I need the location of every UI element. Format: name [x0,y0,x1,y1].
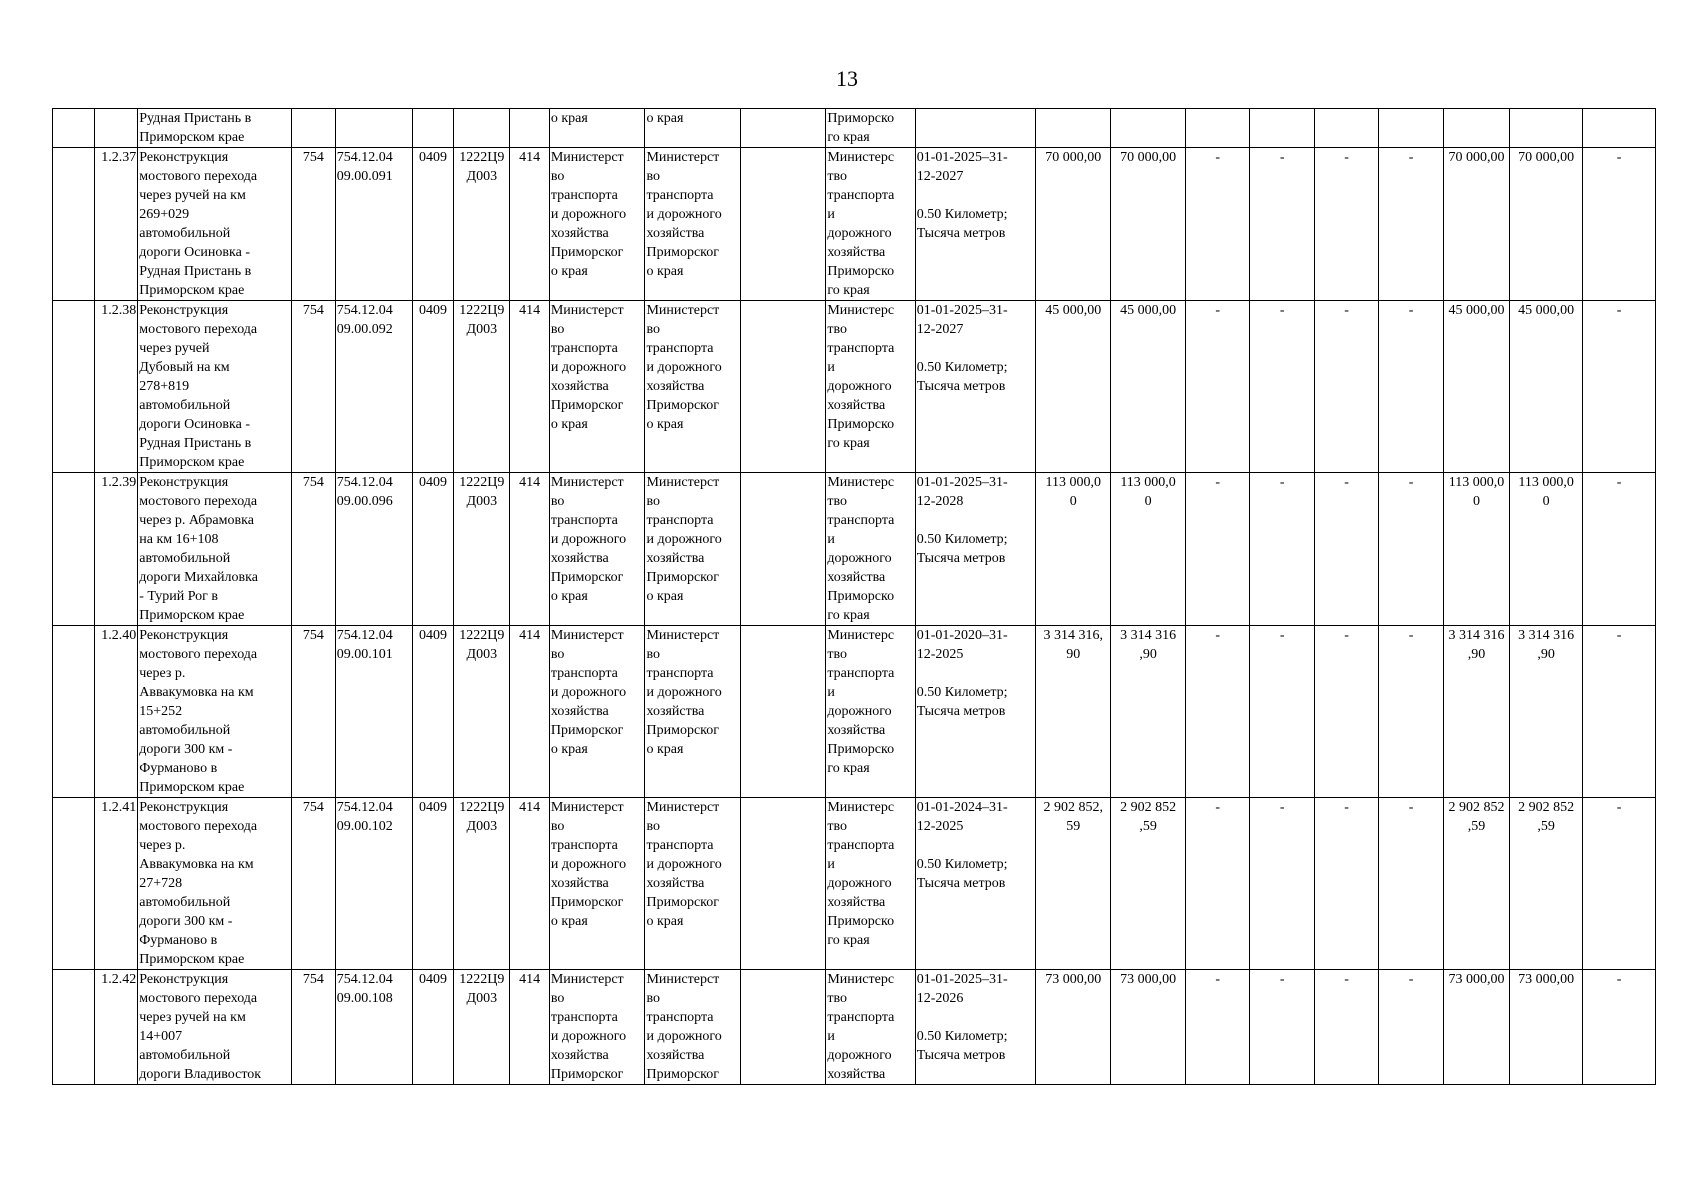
object-name: Реконструкция мостового перехода через р. Аввакумовка на км 15+252 автомобильной дороги 300 км - Фурманово в Приморском крае [138,626,292,798]
section-code: 0409 [412,626,454,798]
year-value: 2 902 852 ,59 [1443,798,1510,970]
dash-value: - [1583,148,1656,301]
year-value: 73 000,00 [1443,970,1510,1085]
dash-value: - [1314,148,1378,301]
object-code: 754.12.04 09.00.096 [335,473,412,626]
row-number: 1.2.42 [94,970,138,1085]
grbs-code: 754 [292,473,336,626]
year-value: 45 000,00 [1443,301,1510,473]
blank-cell [53,798,95,970]
year-regional-value: 73 000,00 [1510,970,1583,1085]
period: 01-01-2020–31- 12-2025 [916,628,1008,662]
row-number: 1.2.41 [94,798,138,970]
grbs-code: 754 [292,626,336,798]
object-code: 754.12.04 09.00.091 [335,148,412,301]
capacity: 0.50 Километр; Тысяча метров [916,685,1008,719]
target-code: 1222Ц9 Д003 [454,970,510,1085]
blank-cell [741,626,826,798]
dash-value: - [1186,798,1250,970]
customer-ministry: Министерст во транспорта и дорожного хозяйства Приморског о края [645,301,741,473]
dash-value: - [1379,301,1443,473]
row-number: 1.2.38 [94,301,138,473]
responsible-ministry: Министерст во транспорта и дорожного хозяйства Приморског о края [549,301,645,473]
responsible-ministry: Министерст во транспорта и дорожного хозяйства Приморског о края [549,473,645,626]
blank-cell [741,798,826,970]
total-value: 113 000,0 0 [1036,473,1111,626]
section-code: 0409 [412,473,454,626]
vr-code: 414 [510,473,550,626]
object-name: Реконструкция мостового перехода через ручей на км 269+029 автомобильной дороги Осиновка - Рудная Пристань в Приморском крае [138,148,292,301]
section-code: 0409 [412,301,454,473]
blank-cell [53,970,95,1085]
continuation-ministry2: о края [645,109,741,148]
section-code: 0409 [412,798,454,970]
continuation-executor: Приморско го края [826,109,915,148]
year-value: 113 000,0 0 [1443,473,1510,626]
dash-value: - [1379,626,1443,798]
period-capacity [915,798,1036,970]
dash-value: - [1379,148,1443,301]
dash-value: - [1186,626,1250,798]
period: 01-01-2024–31- 12-2025 [916,800,1008,834]
year-regional-value: 2 902 852 ,59 [1510,798,1583,970]
dash-value: - [1186,473,1250,626]
regional-value: 2 902 852 ,59 [1111,798,1186,970]
period: 01-01-2025–31- 12-2027 [916,150,1008,184]
period-capacity [915,473,1036,626]
dash-value: - [1186,970,1250,1085]
dash-value: - [1250,473,1314,626]
target-code: 1222Ц9 Д003 [454,301,510,473]
regional-value: 70 000,00 [1111,148,1186,301]
vr-code: 414 [510,626,550,798]
responsible-ministry: Министерст во транспорта и дорожного хозяйства Приморског [549,970,645,1085]
blank-cell [53,148,95,301]
period: 01-01-2025–31- 12-2028 [916,475,1008,509]
row-number: 1.2.39 [94,473,138,626]
customer-ministry: Министерст во транспорта и дорожного хозяйства Приморског о края [645,473,741,626]
continuation-ministry1: о края [549,109,645,148]
period-capacity [915,626,1036,798]
responsible-ministry: Министерст во транспорта и дорожного хозяйства Приморског о края [549,798,645,970]
table-row [53,148,1656,301]
dash-value: - [1583,798,1656,970]
regional-value: 73 000,00 [1111,970,1186,1085]
table-row [53,626,1656,798]
table-row-continuation [53,109,1656,148]
grbs-code: 754 [292,970,336,1085]
total-value: 3 314 316, 90 [1036,626,1111,798]
capacity: 0.50 Километр; Тысяча метров [916,1029,1008,1063]
year-value: 70 000,00 [1443,148,1510,301]
table-row [53,473,1656,626]
executor-ministry: Министерс тво транспорта и дорожного хозяйства Приморско го края [826,798,915,970]
blank-cell [741,148,826,301]
program-table [52,108,1656,1085]
executor-ministry: Министерс тво транспорта и дорожного хозяйства [826,970,915,1085]
blank-cell [741,301,826,473]
capacity: 0.50 Километр; Тысяча метров [916,360,1008,394]
section-code: 0409 [412,970,454,1085]
period-capacity [915,301,1036,473]
year-value: 3 314 316 ,90 [1443,626,1510,798]
blank-cell [53,626,95,798]
dash-value: - [1250,970,1314,1085]
period: 01-01-2025–31- 12-2026 [916,972,1008,1006]
regional-value: 45 000,00 [1111,301,1186,473]
dash-value: - [1186,301,1250,473]
dash-value: - [1314,626,1378,798]
customer-ministry: Министерст во транспорта и дорожного хозяйства Приморског о края [645,148,741,301]
table-row [53,798,1656,970]
dash-value: - [1250,798,1314,970]
capacity: 0.50 Километр; Тысяча метров [916,207,1008,241]
target-code: 1222Ц9 Д003 [454,626,510,798]
capacity: 0.50 Километр; Тысяча метров [916,532,1008,566]
object-code: 754.12.04 09.00.092 [335,301,412,473]
table-row [53,301,1656,473]
object-name: Реконструкция мостового перехода через р. Абрамовка на км 16+108 автомобильной дороги Михайловка - Турий Рог в Приморском крае [138,473,292,626]
executor-ministry: Министерс тво транспорта и дорожного хозяйства Приморско го края [826,148,915,301]
dash-value: - [1583,626,1656,798]
year-regional-value: 113 000,0 0 [1510,473,1583,626]
blank-cell [53,473,95,626]
regional-value: 113 000,0 0 [1111,473,1186,626]
continuation-name: Рудная Пристань в Приморском крае [138,109,292,148]
vr-code: 414 [510,798,550,970]
page-number: 13 [836,66,858,91]
dash-value: - [1250,148,1314,301]
vr-code: 414 [510,148,550,301]
dash-value: - [1314,473,1378,626]
total-value: 2 902 852, 59 [1036,798,1111,970]
customer-ministry: Министерст во транспорта и дорожного хозяйства Приморског о края [645,626,741,798]
period: 01-01-2025–31- 12-2027 [916,303,1008,337]
blank-cell [741,970,826,1085]
responsible-ministry: Министерст во транспорта и дорожного хозяйства Приморског о края [549,148,645,301]
target-code: 1222Ц9 Д003 [454,148,510,301]
total-value: 70 000,00 [1036,148,1111,301]
customer-ministry: Министерст во транспорта и дорожного хозяйства Приморског [645,970,741,1085]
dash-value: - [1314,798,1378,970]
regional-value: 3 314 316 ,90 [1111,626,1186,798]
total-value: 73 000,00 [1036,970,1111,1085]
dash-value: - [1583,970,1656,1085]
dash-value: - [1314,301,1378,473]
year-regional-value: 70 000,00 [1510,148,1583,301]
object-name: Реконструкция мостового перехода через ручей Дубовый на км 278+819 автомобильной дороги Осиновка - Рудная Пристань в Приморском крае [138,301,292,473]
row-number: 1.2.40 [94,626,138,798]
object-code: 754.12.04 09.00.102 [335,798,412,970]
object-code: 754.12.04 09.00.108 [335,970,412,1085]
year-regional-value: 45 000,00 [1510,301,1583,473]
vr-code: 414 [510,301,550,473]
period-capacity [915,970,1036,1085]
dash-value: - [1314,970,1378,1085]
dash-value: - [1250,301,1314,473]
target-code: 1222Ц9 Д003 [454,473,510,626]
year-regional-value: 3 314 316 ,90 [1510,626,1583,798]
dash-value: - [1379,798,1443,970]
total-value: 45 000,00 [1036,301,1111,473]
dash-value: - [1250,626,1314,798]
object-name: Реконструкция мостового перехода через р. Аввакумовка на км 27+728 автомобильной дороги 300 км - Фурманово в Приморском крае [138,798,292,970]
grbs-code: 754 [292,148,336,301]
grbs-code: 754 [292,798,336,970]
responsible-ministry: Министерст во транспорта и дорожного хозяйства Приморског о края [549,626,645,798]
object-code: 754.12.04 09.00.101 [335,626,412,798]
executor-ministry: Министерс тво транспорта и дорожного хозяйства Приморско го края [826,473,915,626]
dash-value: - [1186,148,1250,301]
dash-value: - [1583,473,1656,626]
executor-ministry: Министерс тво транспорта и дорожного хозяйства Приморско го края [826,626,915,798]
dash-value: - [1583,301,1656,473]
capacity: 0.50 Километр; Тысяча метров [916,857,1008,891]
row-number: 1.2.37 [94,148,138,301]
blank-cell [741,473,826,626]
dash-value: - [1379,473,1443,626]
customer-ministry: Министерст во транспорта и дорожного хозяйства Приморског о края [645,798,741,970]
table-row [53,970,1656,1085]
blank-cell [53,301,95,473]
target-code: 1222Ц9 Д003 [454,798,510,970]
vr-code: 414 [510,970,550,1085]
executor-ministry: Министерс тво транспорта и дорожного хозяйства Приморско го края [826,301,915,473]
dash-value: - [1379,970,1443,1085]
object-name: Реконструкция мостового перехода через ручей на км 14+007 автомобильной дороги Владивосток [138,970,292,1085]
period-capacity [915,148,1036,301]
grbs-code: 754 [292,301,336,473]
section-code: 0409 [412,148,454,301]
